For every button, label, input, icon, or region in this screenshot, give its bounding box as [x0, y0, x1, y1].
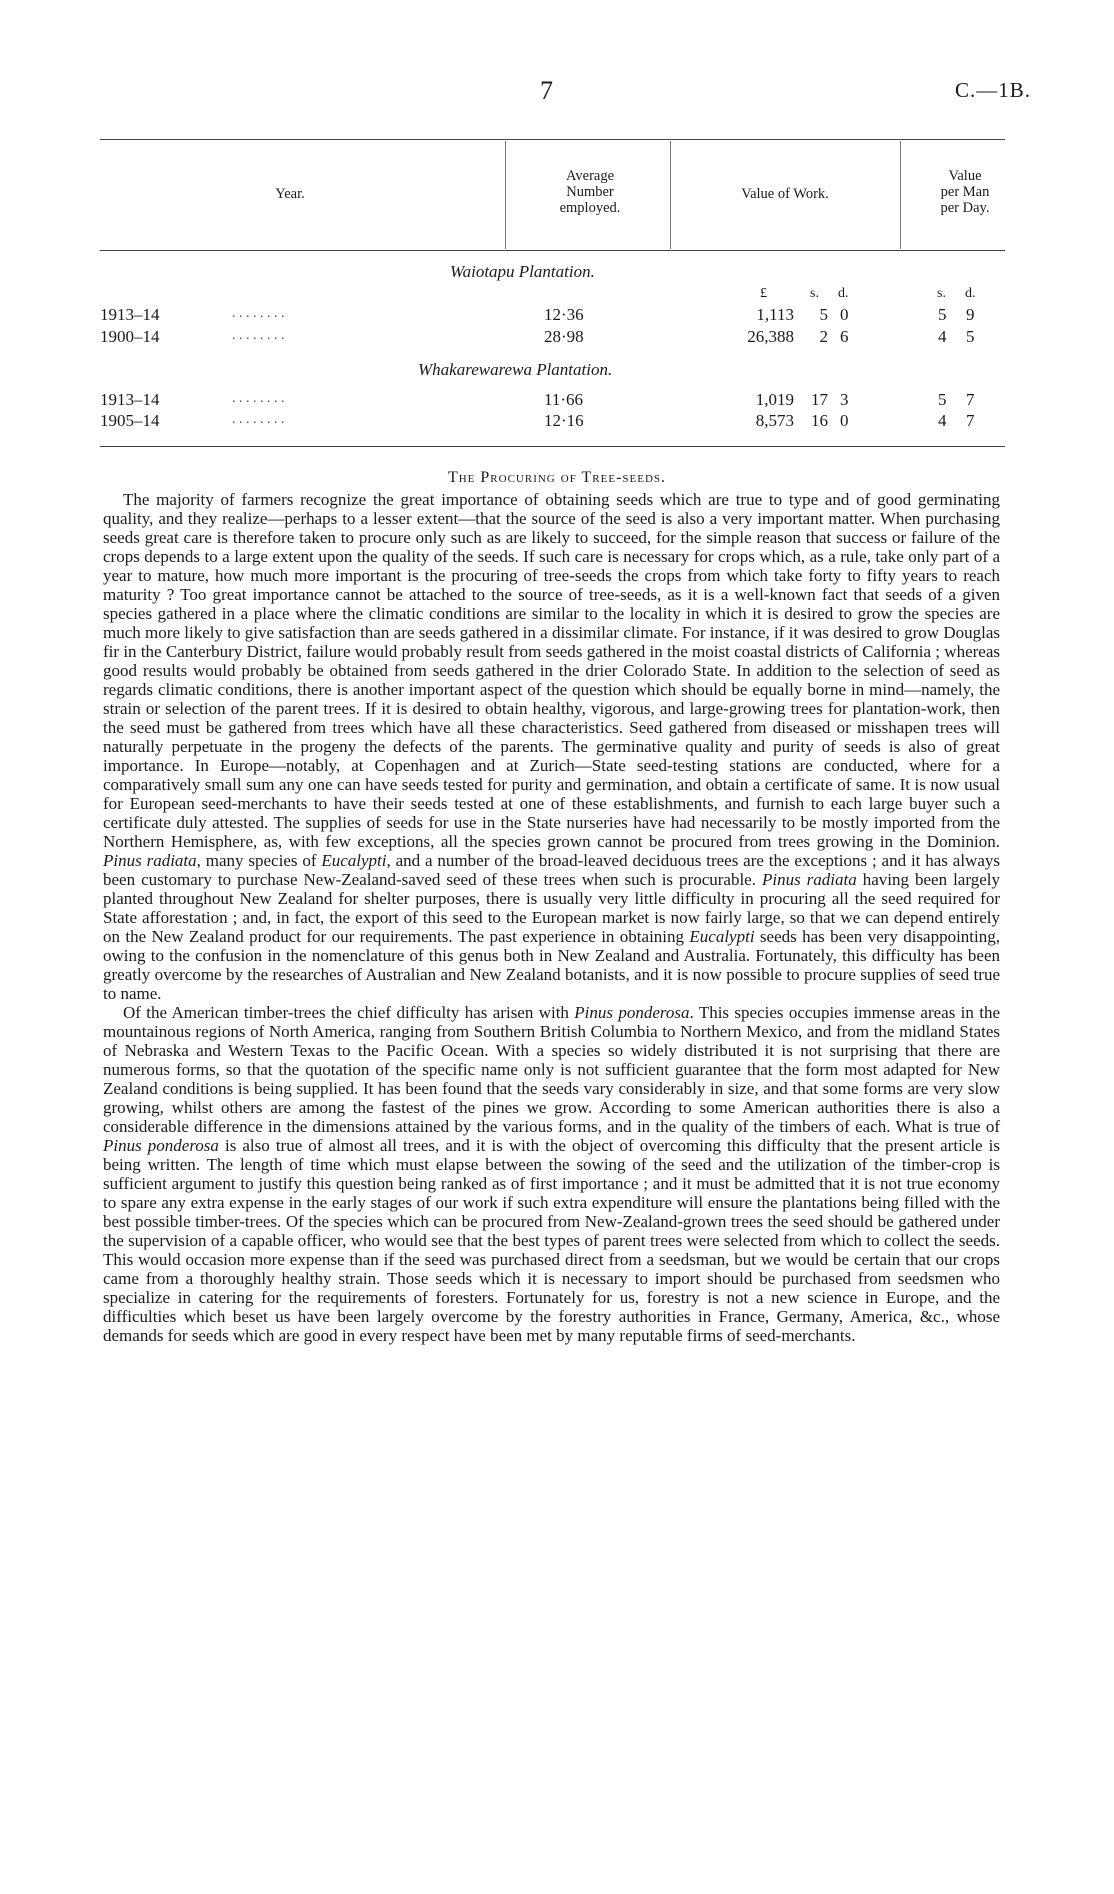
pounds-cell: 1,113	[756, 305, 794, 324]
column-header-value-of-work: Value of Work.	[741, 186, 829, 202]
per-man-pence-cell: 5	[966, 327, 975, 346]
shillings-cell: 5	[819, 305, 828, 324]
unit-label: s.	[937, 286, 946, 301]
per-man-shillings-cell: 5	[938, 305, 947, 324]
per-man-pence-cell: 9	[966, 305, 975, 324]
unit-label: d.	[838, 286, 849, 301]
table-header-rule	[100, 250, 1005, 251]
column-divider	[900, 141, 901, 249]
average-cell: 12·16	[544, 411, 584, 430]
unit-label: s.	[810, 286, 819, 301]
per-man-pence-cell: 7	[966, 411, 975, 430]
shillings-cell: 16	[811, 411, 828, 430]
unit-label: d.	[965, 286, 976, 301]
table-top-rule	[100, 139, 1005, 140]
column-header-value-per-man: Value per Man per Day.	[940, 168, 990, 216]
pounds-cell: 1,019	[755, 390, 794, 409]
per-man-shillings-cell: 4	[938, 327, 947, 346]
table-bottom-rule	[100, 446, 1005, 447]
unit-label: £	[760, 286, 767, 301]
year-cell: 1900–14	[100, 327, 160, 346]
article-body	[103, 490, 1000, 1345]
column-divider	[505, 141, 506, 249]
average-cell: 11·66	[544, 390, 584, 409]
dot-leader: . . . . . . . .	[232, 306, 285, 321]
pence-cell: 0	[840, 411, 849, 430]
shillings-cell: 17	[811, 390, 828, 409]
shillings-cell: 2	[819, 327, 828, 346]
year-cell: 1905–14	[100, 411, 160, 430]
pounds-cell: 26,388	[747, 327, 794, 346]
document-reference: C.—1B.	[955, 78, 1032, 102]
per-man-shillings-cell: 5	[938, 390, 947, 409]
dot-leader: . . . . . . . .	[232, 391, 285, 406]
pence-cell: 0	[840, 305, 849, 324]
page-number: 7	[540, 76, 553, 105]
paragraph: The majority of farmers recognize the great importance of obtaining seeds which are true to type and of good germinating quality, and they realize—perhaps to a lesser extent—that the source of the seed is also a very important matter. When purchasing seeds great care is therefore taken to procure only such as are likely to succeed, for the simple reason that success or failure of the crops depends to a large extent upon the quality of the seeds. If such care is necessary for crops which, as a rule, take only part of a year to mature, how much more important is the procuring of tree-seeds the crops from which take forty to fifty years to reach maturity ? Too great importance cannot be attached to the source of tree-seeds, as it is a well-known fact that seeds of a given species gathered in a place where the climatic conditions are similar to the locality in which it is desired to grow the species are much more likely to give satisfaction than are seeds gathered in a dissimilar climate. For instance, if it was desired to grow Douglas fir in the Canterbury District, failure would probably result from seeds gathered in the moist coastal districts of California ; whereas good results would probably be obtained from seeds gathered in the drier Colorado State. In addition to the selection of seed as regards climatic conditions, there is another important aspect of the question which should be equally borne in mind—namely, the strain or selection of the parent trees. If it is desired to obtain healthy, vigorous, and large-growing trees for plantation-work, then the seed must be gathered from trees which have all these characteristics. Seed gathered from diseased or misshapen trees will naturally perpetuate in the progeny the defects of the parents. The germinative quality and purity of seeds is also of great importance. In Europe—notably, at Copenhagen and at Zurich—State seed-testing stations are conducted, where for a comparatively small sum any one can have seeds tested for purity and germination, and obtain a certificate of same. It is now usual for European seed-merchants to have their seeds tested at one of these establishments, and furnish to each large buyer such a certificate duly attested. The supplies of seeds for use in the State nurseries have had necessarily to be mostly imported from the Northern Hemisphere, as, with few exceptions, all the species grown cannot be procured from trees growing in the Dominion. Pinus radiata, many species of Eucalypti, and a number of the broad-leaved deciduous trees are the exceptions ; and it has always been customary to purchase New-Zealand-saved seed of these trees when such is procurable. Pinus radiata having been largely planted throughout New Zealand for shelter purposes, there is usually very little difficulty in procuring all the seed required for State afforestation ; and, in fact, the export of this seed to the European market is now fairly large, so that we can depend entirely on the New Zealand product for our requirements. The past experience in obtaining Eucalypti seeds has been very disappointing, owing to the confusion in the nomenclature of this genus both in New Zealand and Australia. Fortunately, this difficulty has been greatly overcome by the researches of Australian and New Zealand botanists, and it is now possible to procure supplies of seed true to name.	[103, 490, 1001, 1003]
column-header-average-employed: Average Number employed.	[559, 168, 621, 216]
per-man-shillings-cell: 4	[938, 411, 947, 430]
year-cell: 1913–14	[100, 390, 160, 409]
pounds-cell: 8,573	[755, 411, 794, 430]
paragraph: Of the American timber-trees the chief difficulty has arisen with Pinus ponderosa. This species occupies immense areas in the mountainous regions of North America, ranging from Southern British Columbia to Northern Mexico, and from the midland States of Nebraska and Western Texas to the Pacific Ocean. With a species so widely distributed it is not surprising that there are numerous forms, so that the quotation of the specific name only is not sufficient guarantee that the form most adapted for New Zealand conditions is being supplied. It has been found that the seeds vary considerably in size, and that some forms are very slow growing, whilst others are among the fastest of the pines we grow. According to some American authorities there is also a considerable difference in the dimensions attained by the various forms, and in the quality of the timbers of each. What is true of Pinus ponderosa is also true of almost all trees, and it is with the object of overcoming this difficulty that the present article is being written. The length of time which must elapse between the sowing of the seed and the utilization of the timber-crop is sufficient argument to justify this question being ranked as of first importance ; and it must be admitted that it is not true economy to spare any extra expense in the early stages of our work if such extra expenditure will ensure the plantations being filled with the best possible timber-trees. Of the species which can be procured from New-Zealand-grown trees the seed should be gathered under the supervision of a capable officer, who would see that the best types of parent trees were selected from which to collect the seeds. This would occasion more expense than if the seed was purchased direct from a seedsman, but we would be certain that our crops came from a thoroughly healthy strain. Those seeds which it is necessary to import should be purchased from seedsmen who specialize in catering for the requirements of foresters. Fortunately for us, forestry is not a new science in Europe, and the difficulties which beset us have been largely overcome by the forestry authorities in France, Germany, America, &c., whose demands for seeds which are good in every respect have been met by many reputable firms of seed-merchants.	[103, 1003, 1001, 1345]
average-cell: 28·98	[544, 327, 584, 346]
section-title: Waiotapu Plantation.	[450, 262, 595, 281]
pence-cell: 3	[840, 390, 849, 409]
section-title: Whakarewarewa Plantation.	[418, 360, 613, 379]
column-header-year: Year.	[275, 186, 305, 202]
year-cell: 1913–14	[100, 305, 160, 324]
per-man-pence-cell: 7	[966, 390, 975, 409]
article-heading: The Procuring of Tree-seeds.	[447, 469, 667, 486]
dot-leader: . . . . . . . .	[232, 412, 285, 427]
average-cell: 12·36	[544, 305, 584, 324]
pence-cell: 6	[840, 327, 849, 346]
column-divider	[670, 141, 671, 249]
dot-leader: . . . . . . . .	[232, 328, 285, 343]
